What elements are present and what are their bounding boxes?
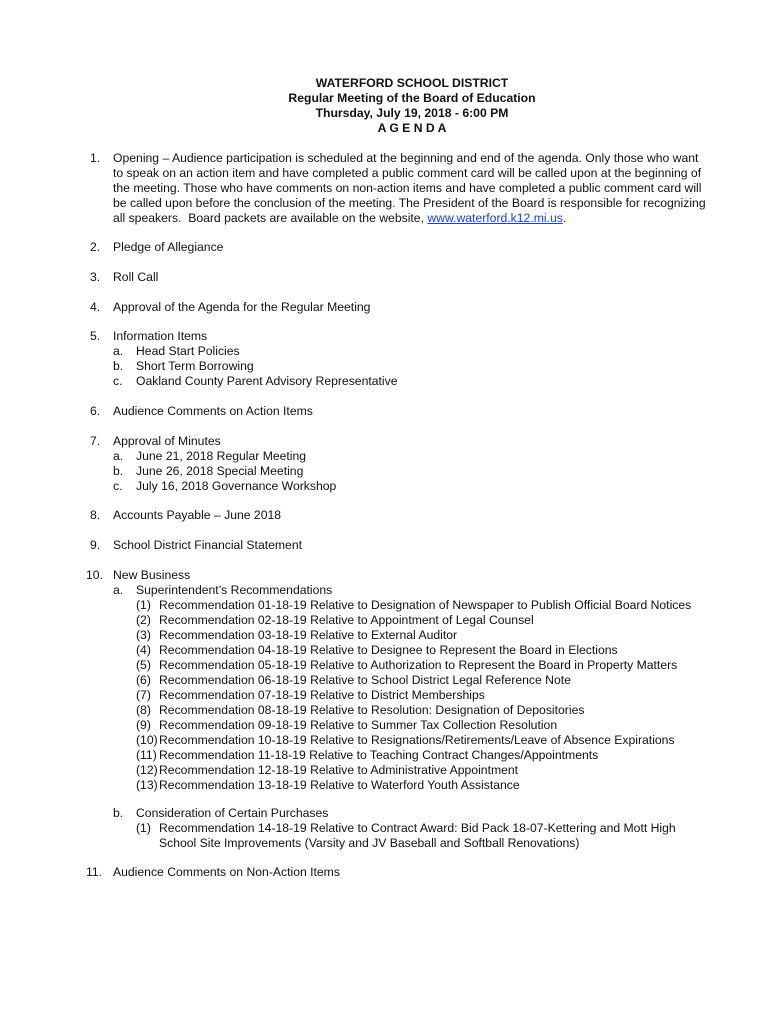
item-number: 6. <box>90 404 101 418</box>
recommendation-text: Recommendation 10-18-19 Relative to Resignations/Retirements/Leave of Absence Expirations <box>159 733 675 747</box>
item-number: 9. <box>90 538 101 552</box>
item-number: 4. <box>90 300 101 314</box>
agenda-title: A G E N D A <box>377 121 447 135</box>
item-number: 2. <box>90 240 101 254</box>
sub-item-text: Short Term Borrowing <box>136 359 254 373</box>
sub-item-label: b. <box>113 359 124 373</box>
sub-item-label: a. <box>113 583 124 597</box>
recommendation-number: (4) <box>136 643 151 657</box>
recommendation-text: Recommendation 09-18-19 Relative to Summer Tax Collection Resolution <box>159 718 558 732</box>
recommendation-text: Recommendation 05-18-19 Relative to Authorization to Represent the Board in Property Matters <box>159 658 678 672</box>
sub-item-label: c. <box>113 479 123 493</box>
recommendation-text: Recommendation 03-18-19 Relative to External Auditor <box>159 628 458 642</box>
sub-item-text: Oakland County Parent Advisory Representative <box>136 374 398 388</box>
item-text: Accounts Payable – June 2018 <box>113 508 282 522</box>
sub-item-text: Head Start Policies <box>136 344 240 358</box>
item-number: 7. <box>90 434 101 448</box>
item-text-period: . <box>562 211 567 225</box>
sub-item-text: June 21, 2018 Regular Meeting <box>136 449 307 463</box>
recommendation-number: (11) <box>136 748 157 762</box>
meeting-title: Regular Meeting of the Board of Education <box>288 91 536 105</box>
recommendation-text: Recommendation 08-18-19 Relative to Resolution: Designation of Depositories <box>159 703 585 717</box>
recommendation-text: Recommendation 07-18-19 Relative to District Memberships <box>159 688 485 702</box>
sub-item-text: Consideration of Certain Purchases <box>136 806 329 820</box>
agenda-header <box>0 76 770 136</box>
sub-item-label: b. <box>113 806 124 820</box>
item-text: Information Items <box>113 329 208 343</box>
item-text: Audience Comments on Non-Action Items <box>113 865 340 879</box>
sub-item-label: c. <box>113 374 123 388</box>
recommendation-number: (6) <box>136 673 151 687</box>
recommendation-number: (1) <box>136 821 151 835</box>
recommendation-number: (12) <box>136 763 158 777</box>
sub-item-text: June 26, 2018 Special Meeting <box>136 464 304 478</box>
recommendation-text: Recommendation 02-18-19 Relative to Appointment of Legal Counsel <box>159 613 534 627</box>
sub-item-label: a. <box>113 449 124 463</box>
item-text: Approval of Minutes <box>113 434 221 448</box>
recommendation-text: Recommendation 06-18-19 Relative to School District Legal Reference Note <box>159 673 571 687</box>
item-text-line: Opening – Audience participation is scheduled at the beginning and end of the agenda. Only those who want <box>113 151 699 165</box>
item-text: School District Financial Statement <box>113 538 302 552</box>
meeting-date: Thursday, July 19, 2018 - 6:00 PM <box>315 106 509 120</box>
sub-item-label: a. <box>113 344 124 358</box>
recommendation-number: (2) <box>136 613 151 627</box>
recommendation-number: (5) <box>136 658 151 672</box>
recommendation-number: (9) <box>136 718 151 732</box>
sub-item-label: b. <box>113 464 124 478</box>
item-text: Pledge of Allegiance <box>113 240 224 254</box>
recommendation-number: (13) <box>136 778 158 792</box>
item-number: 11. <box>86 865 103 879</box>
item-text: New Business <box>113 568 191 582</box>
item-number: 3. <box>90 270 101 284</box>
item-text-line: to speak on an action item and have completed a public comment card will be called upon at the beginning of <box>113 166 702 180</box>
recommendation-number: (7) <box>136 688 151 702</box>
item-text: Roll Call <box>113 270 159 284</box>
recommendation-number: (1) <box>136 598 151 612</box>
item-text-line: the meeting. Those who have comments on non-action items and have completed a public comment card will <box>113 181 702 195</box>
sub-item-text: Superintendent’s Recommendations <box>136 583 333 597</box>
recommendation-text: Recommendation 11-18-19 Relative to Teaching Contract Changes/Appointments <box>159 748 599 762</box>
recommendation-text: Recommendation 04-18-19 Relative to Designee to Represent the Board in Elections <box>159 643 618 657</box>
recommendation-text: Recommendation 12-18-19 Relative to Administrative Appointment <box>159 763 519 777</box>
item-number: 1. <box>90 151 101 165</box>
item-number: 10. <box>86 568 103 582</box>
recommendation-text: Recommendation 01-18-19 Relative to Designation of Newspaper to Publish Official Board Notices <box>159 598 692 612</box>
item-text: Approval of the Agenda for the Regular Meeting <box>113 300 371 314</box>
recommendation-number: (10) <box>136 733 158 747</box>
district-name: WATERFORD SCHOOL DISTRICT <box>315 76 509 90</box>
item-text-line: be called upon before the conclusion of the meeting. The President of the Board is responsible for recognizing <box>113 196 706 210</box>
item-text-line: all speakers. Board packets are available on the website, <box>113 211 428 225</box>
item-number: 5. <box>90 329 101 343</box>
sub-item-text: July 16, 2018 Governance Workshop <box>136 479 337 493</box>
recommendation-text: Recommendation 13-18-19 Relative to Waterford Youth Assistance <box>159 778 520 792</box>
recommendation-text: School Site Improvements (Varsity and JV Baseball and Softball Renovations) <box>159 836 580 850</box>
recommendation-number: (3) <box>136 628 151 642</box>
district-website-link[interactable]: www.waterford.k12.mi.us <box>427 211 563 225</box>
recommendation-text: Recommendation 14-18-19 Relative to Contract Award: Bid Pack 18-07-Kettering and Mott High <box>159 821 676 835</box>
item-text: Audience Comments on Action Items <box>113 404 313 418</box>
item-number: 8. <box>90 508 101 522</box>
recommendation-number: (8) <box>136 703 151 717</box>
